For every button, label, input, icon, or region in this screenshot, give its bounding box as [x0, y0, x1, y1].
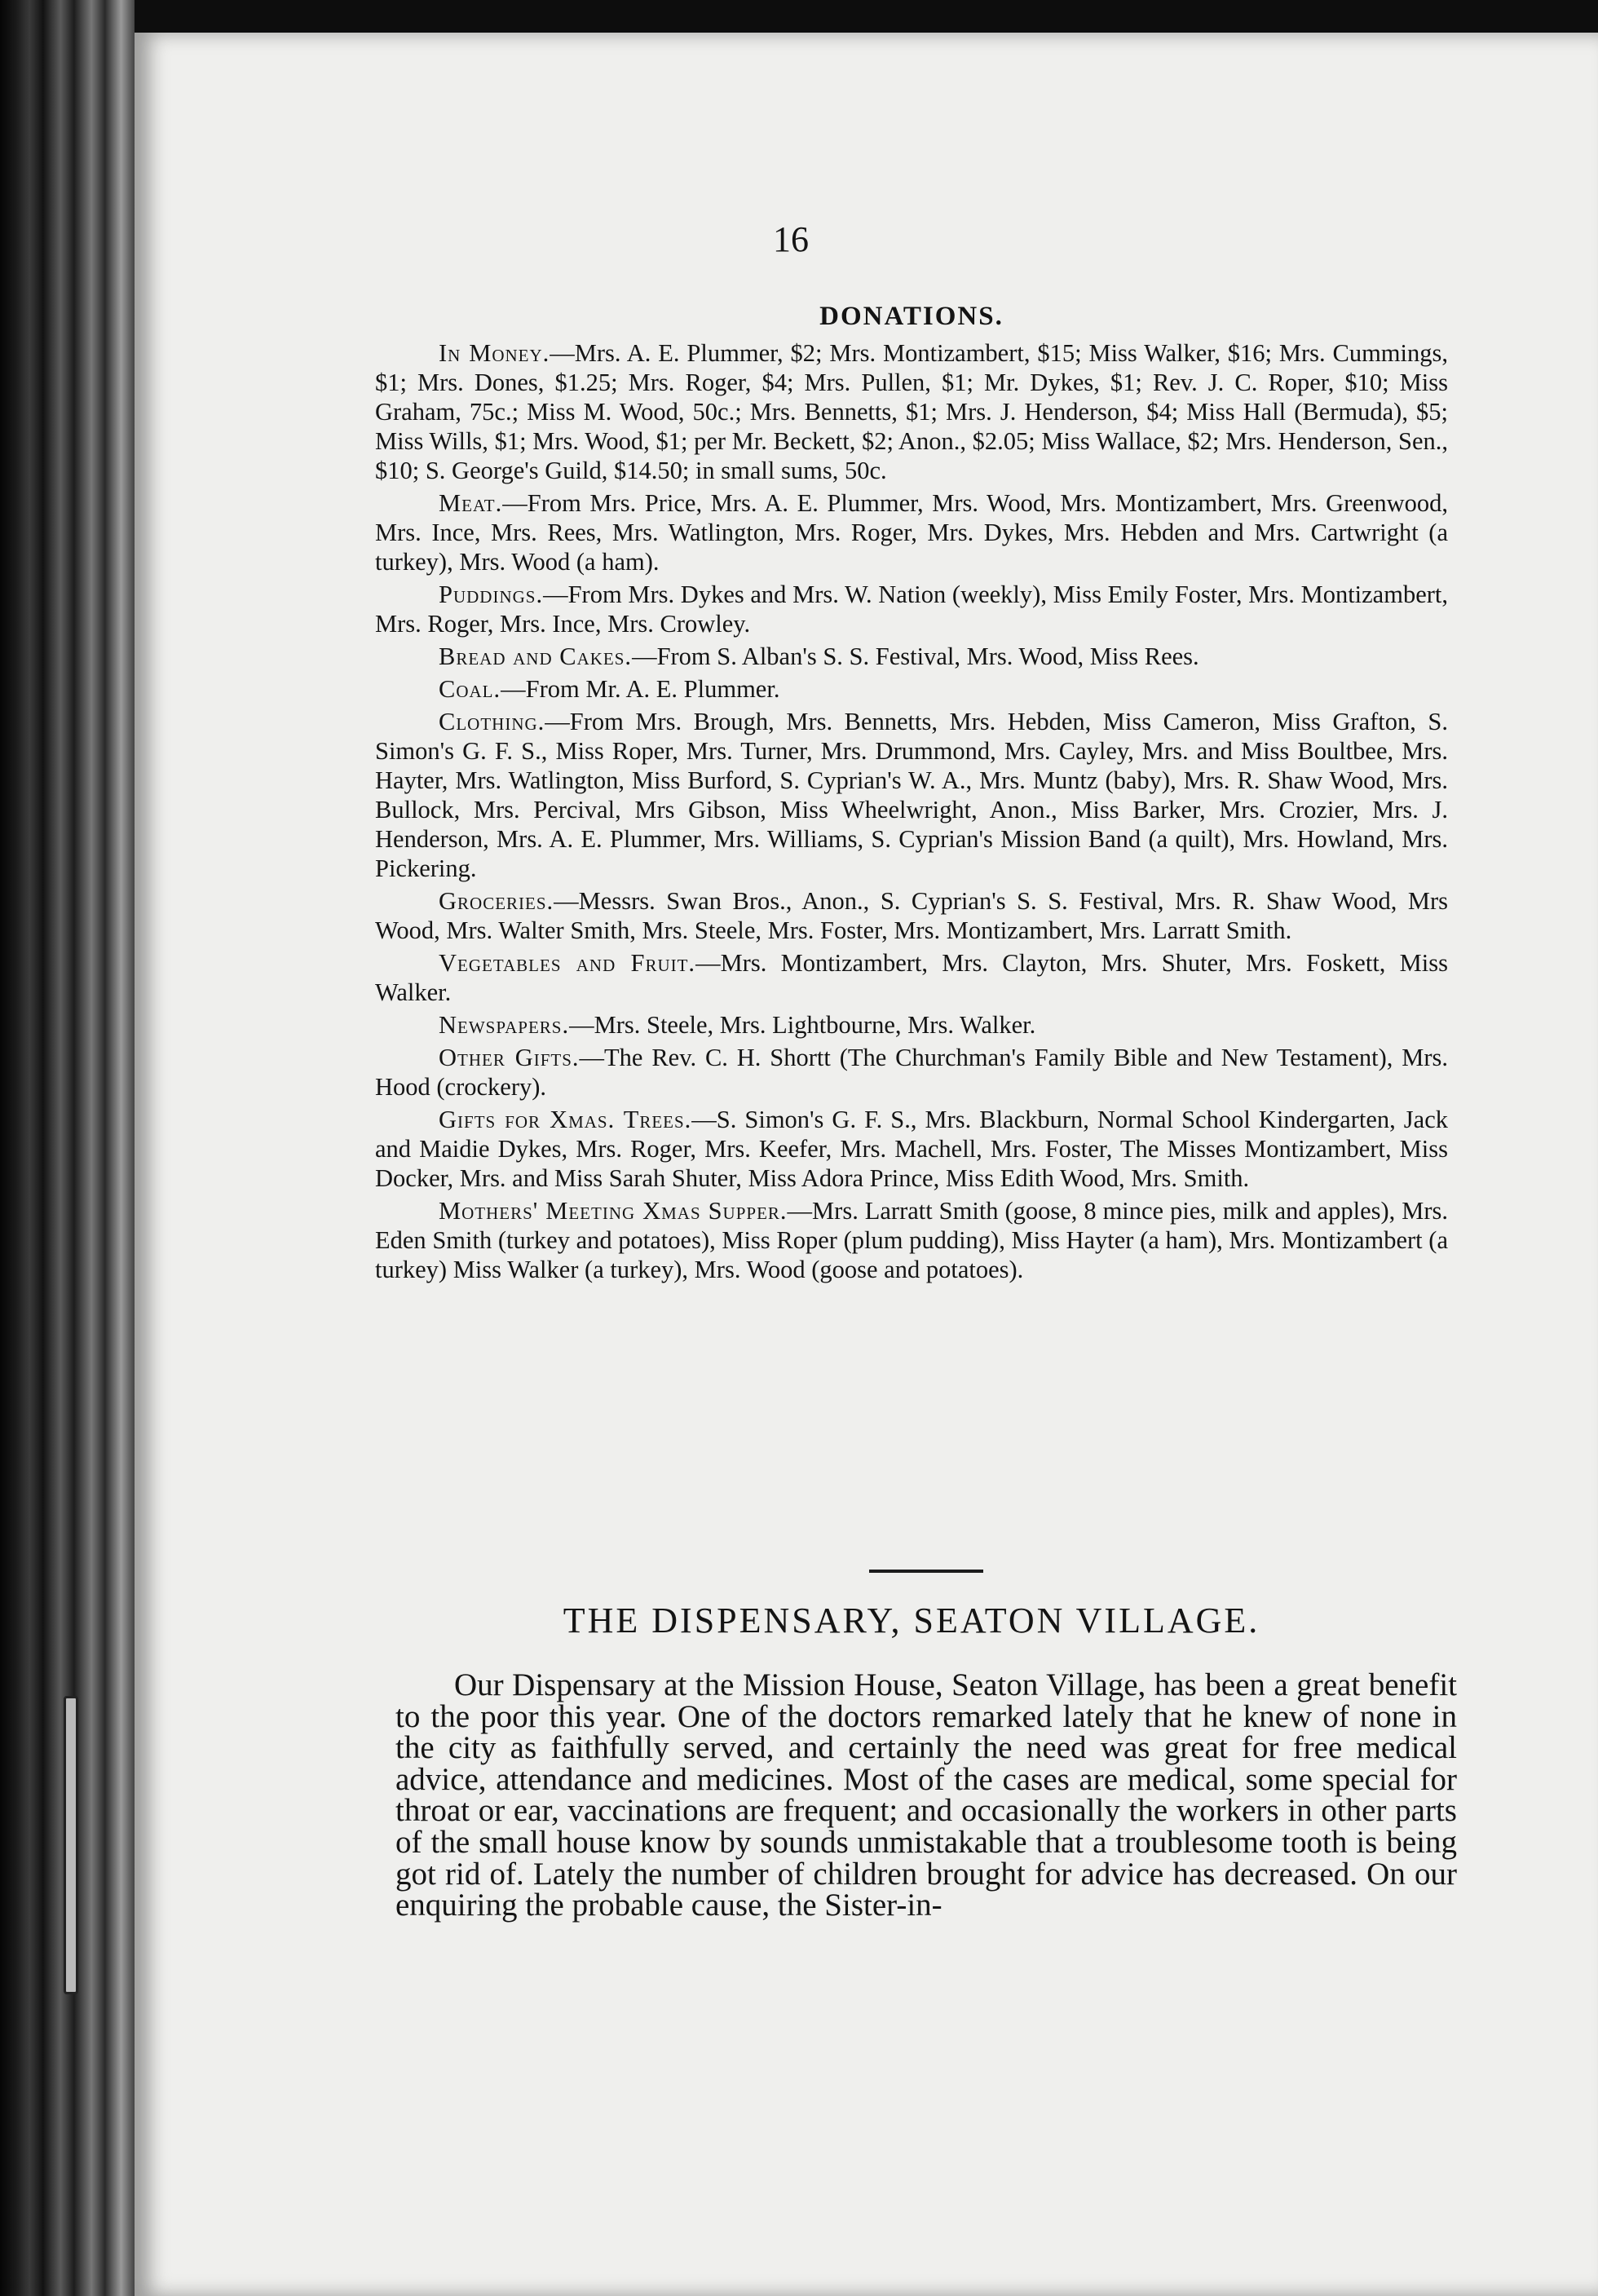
entry-label: Puddings. — [439, 581, 544, 608]
donation-entry-bread-cakes — [375, 642, 1448, 671]
entry-text: —From Mrs. Brough, Mrs. Bennetts, Mrs. Hebden, Miss Cameron, Miss Grafton, S. Simon's G. F. S., Miss Roper, Mrs. Turner, Mrs. Drummond, Mrs. Cayley, Mrs. and Miss Boultbee, Mrs. Hayter, Mrs. Watlington, Miss Burford, S. Cyprian's W. A., Mrs. Muntz (baby), Mrs. R. Shaw Wood, Mrs. Bullock, Mrs. Percival, Mrs Gibson, Miss Wheelwright, Anon., Miss Barker, Mrs. Crozier, Mrs. J. Henderson, Mrs. A. E. Plummer, Mrs. Williams, S. Cyprian's Mission Band (a quilt), Mrs. Howland, Mrs. Pickering. — [375, 708, 1448, 882]
entry-label: Meat. — [439, 489, 503, 517]
donation-entry-groceries — [375, 886, 1448, 945]
entry-text: —From Mrs. Price, Mrs. A. E. Plummer, Mrs. Wood, Mrs. Montizambert, Mrs. Greenwood, Mrs. Ince, Mrs. Rees, Mrs. Watlington, Mrs. Roger, Mrs. Dykes, Mrs. Hebden and Mrs. Cartwright (a turkey), Mrs. Wood (a ham). — [375, 489, 1448, 576]
donations-title: DONATIONS. — [819, 302, 1004, 331]
donation-entry-coal — [375, 674, 1448, 704]
donation-entry-other-gifts — [375, 1043, 1448, 1102]
entry-text: —From Mr. A. E. Plummer. — [501, 675, 780, 703]
entry-text: —Mrs. Steele, Mrs. Lightbourne, Mrs. Walker. — [569, 1011, 1036, 1039]
entry-label: Mothers' Meeting Xmas Supper. — [439, 1197, 788, 1225]
donation-entry-clothing — [375, 707, 1448, 883]
donation-entry-newspapers — [375, 1010, 1448, 1040]
entry-text: —Mrs. A. E. Plummer, $2; Mrs. Montizambert, $15; Miss Walker, $16; Mrs. Cummings, $1; Mrs. Dones, $1.25; Mrs. Roger, $4; Mrs. Pullen, $1; Mr. Dykes, $1; Rev. J. C. Roper, $10; Miss Graham, 75c.; Miss M. Wood, 50c.; Mrs. Bennetts, $1; Mrs. J. Henderson, $4; Miss Hall (Bermuda), $5; Miss Wills, $1; Mrs. Wood, $1; per Mr. Beckett, $2; Anon., $2.05; Miss Wallace, $2; Mrs. Henderson, Sen., $10; S. George's Guild, $14.50; in small sums, 50c. — [375, 339, 1448, 484]
donation-entry-xmas-trees — [375, 1105, 1448, 1193]
dispensary-title: THE DISPENSARY, SEATON VILLAGE. — [563, 1601, 1260, 1640]
entry-label: Other Gifts. — [439, 1044, 580, 1071]
donation-entry-vegetables-fruit — [375, 948, 1448, 1007]
donation-entry-puddings — [375, 580, 1448, 638]
section-divider — [869, 1570, 983, 1573]
dispensary-body: Our Dispensary at the Mission House, Seaton Village, has been a great benefit to the poor this year. One of the doctors remarked lately that he knew of none in the city as faithfully served, and certainly the need was great for free medical advice, attendance and medicines. Most of the cases are medical, some special for throat or ear, vaccinations are frequent; and occasionally the workers in other parts of the small house know by sounds unmistakable that a troublesome tooth is being got rid of. Lately the number of children brought for advice has decreased. On our enquiring the probable cause, the Sister-in- — [395, 1667, 1457, 1923]
page-number: 16 — [773, 219, 809, 259]
entry-label: Bread and Cakes. — [439, 642, 633, 670]
entry-label: Coal. — [439, 675, 501, 703]
entry-label: Gifts for Xmas. Trees. — [439, 1106, 692, 1133]
entry-text: —From S. Alban's S. S. Festival, Mrs. Wood, Miss Rees. — [632, 642, 1199, 670]
donation-entry-meat — [375, 488, 1448, 576]
entry-text: —S. Simon's G. F. S., Mrs. Blackburn, Normal School Kindergarten, Jack and Maidie Dykes, Mrs. Roger, Mrs. Keefer, Mrs. Machell, Mrs. Foster, The Misses Montizambert, Miss Docker, Mrs. and Miss Sarah Shuter, Miss Adora Prince, Miss Edith Wood, Mrs. Smith. — [375, 1106, 1448, 1192]
entry-text: —Messrs. Swan Bros., Anon., S. Cyprian's S. S. Festival, Mrs. R. Shaw Wood, Mrs Wood, Mrs. Walter Smith, Mrs. Steele, Mrs. Foster, Mrs. Montizambert, Mrs. Larratt Smith. — [375, 887, 1448, 944]
binding-clip — [64, 1696, 78, 1994]
entry-text: —From Mrs. Dykes and Mrs. W. Nation (weekly), Miss Emily Foster, Mrs. Montizambert, Mrs. Roger, Mrs. Ince, Mrs. Crowley. — [375, 581, 1448, 638]
entry-text: —Mrs. Larratt Smith (goose, 8 mince pies, milk and apples), Mrs. Eden Smith (turkey and potatoes), Miss Roper (plum pudding), Miss Hayter (a ham), Mrs. Montizambert (a turkey) Miss Walker (a turkey), Mrs. Wood (goose and potatoes). — [375, 1197, 1448, 1283]
entry-label: Newspapers. — [439, 1011, 570, 1039]
donation-entry-money — [375, 338, 1448, 485]
donation-entry-mothers-meeting — [375, 1196, 1448, 1284]
entry-text: —The Rev. C. H. Shortt (The Churchman's Family Bible and New Testament), Mrs. Hood (crockery). — [375, 1044, 1448, 1101]
entry-label: In Money. — [439, 339, 550, 367]
entry-label: Vegetables and Fruit. — [439, 949, 696, 977]
entry-text: —Mrs. Montizambert, Mrs. Clayton, Mrs. Shuter, Mrs. Foskett, Miss Walker. — [375, 949, 1448, 1006]
entry-label: Clothing. — [439, 708, 545, 735]
entry-label: Groceries. — [439, 887, 554, 915]
donations-section — [375, 302, 1448, 1287]
